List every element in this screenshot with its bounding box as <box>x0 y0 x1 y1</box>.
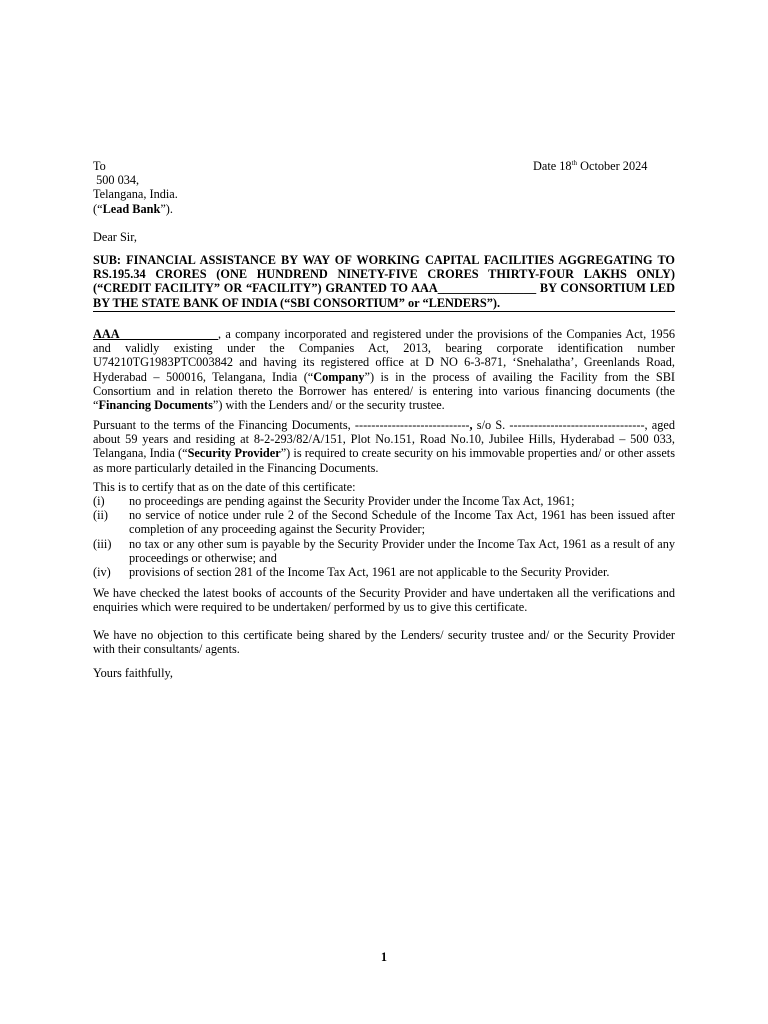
paragraph-verification: We have checked the latest books of accounts of the Security Provider and have undertaken all the verifications and enquiries which were required to be undertaken/ performed by us to give this certificate. <box>93 586 675 615</box>
document-page <box>93 0 675 1024</box>
lead-bank-line: (“Lead Bank”). <box>93 202 173 216</box>
paragraph-no-objection: We have no objection to this certificate being shared by the Lenders/ security trustee and/ or the Security Provider with their consultants/ agents. <box>93 628 675 657</box>
paragraph-company: AAA________________, a company incorporated and registered under the provisions of the Companies Act, 1956 and validly existing under the Companies Act, 2013, bearing corporate identification number U74210TG1983PTC003842 and having its registered office at D NO 6-3-871, ‘Snehalatha’, Greenlands Road, Hyderabad – 500016, Telangana, India (“Company”) is in the process of availing the Facility from the SBI Consortium and in relation thereto the Borrower has entered/ is entering into various financing documents (the “Financing Documents”) with the Lenders and/ or the security trustee. <box>93 327 675 413</box>
salutation: Dear Sir, <box>93 230 137 244</box>
list-item: (i) no proceedings are pending against the Security Provider under the Income Tax Act, 1961; <box>93 494 575 508</box>
to-label: To <box>93 159 106 173</box>
list-item: (iii) no tax or any other sum is payable by the Security Provider under the Income Tax Act, 1961 as a result of any proceedings or otherwise; and <box>93 536 675 565</box>
address-line-2: Telangana, India. <box>93 187 178 201</box>
list-item: (iv) provisions of section 281 of the Income Tax Act, 1961 are not applicable to the Security Provider. <box>93 565 610 580</box>
paragraph-security-provider: Pursuant to the terms of the Financing Documents, ----------------------------, s/o S. ---------------------------------, aged about 59 years and residing at 8-2-293/82/A/151, Plot No.151, Road No.10, Jubilee Hills, Hyderabad – 500 033, Telangana, India (“Security Provider”) is required to create security on his immovable properties and/ or other assets as more particularly detailed in the Financing Documents. <box>93 418 676 475</box>
letter-date: Date 18th October 2024 <box>533 159 648 173</box>
certify-list <box>93 494 675 579</box>
certify-intro: This is to certify that as on the date of this certificate: <box>93 480 356 494</box>
address-line-1: 500 034, <box>93 173 140 187</box>
list-item: (ii) no service of notice under rule 2 of the Second Schedule of the Income Tax Act, 1961 has been issued after completion of any proceeding against the Security Provider; <box>93 508 675 537</box>
closing: Yours faithfully, <box>93 666 173 680</box>
subject-heading: SUB: FINANCIAL ASSISTANCE BY WAY OF WORKING CAPITAL FACILITIES AGGREGATING TO RS.195.34 CRORES (ONE HUNDREND NINETY-FIVE CRORES THIRTY-FOUR LAKHS ONLY) (“CREDIT FACILITY” OR “FACILITY”) GRANTED TO AAA________________ BY CONSORTIUM LED BY THE STATE BANK OF INDIA (“SBI CONSORTIUM” or “LENDERS”). <box>93 253 675 312</box>
page-number: 1 <box>380 950 388 964</box>
